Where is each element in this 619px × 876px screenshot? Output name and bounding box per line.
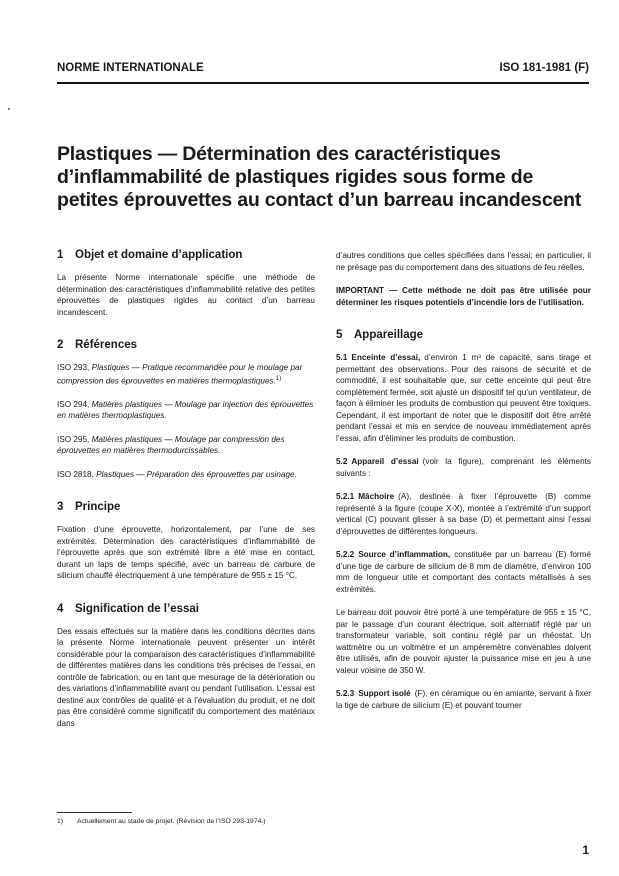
header-standard-type: NORME INTERNATIONALE: [57, 62, 204, 74]
header-standard-number: ISO 181-1981 (F): [499, 62, 589, 74]
clause-5-2-1: 5.2.1 Mâchoire (A), destinée à fixer l’éprouvette (B) comme représenté à la figure (coupe X-X), montée à l’extrémité d’un support vertical (C) pouvant glisser à sa base (D) et permettant ainsi l’essai d’éprouvettes de différentes longueurs.: [336, 492, 591, 536]
clause-5-2-3: 5.2.3 Support isolé (F), en céramique ou en amiante, servant à fixer la tige de carbure de silicium (E) et pouvant tourner: [336, 689, 592, 710]
section-3: [57, 500, 315, 582]
left-column: [57, 248, 315, 749]
page-number: 1: [582, 843, 589, 857]
section-1: [57, 248, 315, 318]
header-rule: [57, 82, 589, 84]
reference-item: ISO 2818, Plastiques — Préparation des éprouvettes par usinage.: [57, 469, 297, 479]
clause-5-2: 5.2 Appareil d’essai (voir la figure), comprenant les éléments suivants :: [336, 457, 591, 478]
scan-speck: [8, 108, 10, 110]
clause-5-1: 5.1 Enceinte d’essai, d’environ 1 m³ de capacité, sans tirage et permettant des observations. Pour des raisons de sécurité et de commodité, il est souhaitable que, sur cette enceinte qui peut être complètement fermée, soit ajusté un dispositif tel qu’un ventilateur, de façon à éliminer les produits de combustion qui peuvent être toxiques. Cependant, il est important de noter que le dispositif doit être arrêté pendant l’essai et mis en service de nouveau immédiatement après l’essai, afin d’éliminer les produits de combustion.: [336, 353, 591, 443]
section-2: [57, 338, 315, 480]
important-notice: IMPORTANT — Cette méthode ne doit pas être utilisée pour déterminer les risques potentiels d’incendie lors de l’utilisation.: [336, 286, 591, 307]
reference-item: ISO 293, Plastiques — Pratique recommandée pour le moulage par compression des éprouvettes en matières thermoplastiques.$^{1)}$: [57, 363, 303, 386]
reference-item: ISO 295, Matières plastiques — Moulage par compression des éprouvettes en matières thermodurcissables.: [57, 434, 285, 456]
footnote: 1) Actuellement au stade de projet. (Révision de l’ISO 293-1974.): [57, 818, 266, 825]
section-text: Des essais effectués sur la matière dans les conditions décrites dans la présente Norme internationale peuvent présenter un intérêt considérable pour la comparaison des caractéristiques d’inflammabilité de différentes matières dans les conditions très précises de l’essai, en contrôle de fabrication, ou en tant que mesurage de la détérioration ou des variations d’inflammabilité avant ou pendant l’utilisation. L’essai est destiné aux contrôles de qualité et à l’évaluation du produit, et ne doit pas être considéré comme significatif du comportement des matériaux dans: [57, 626, 315, 728]
page-header: [57, 62, 589, 82]
section-4: [57, 602, 315, 730]
section-heading: 1 Objet et domaine d’application: [57, 249, 243, 261]
reference-item: ISO 294, Matières plastiques — Moulage par injection des éprouvettes en matières thermoplastiques.: [57, 399, 314, 421]
section-heading: 3 Principe: [57, 501, 121, 514]
section-heading: 2 Références: [57, 339, 138, 351]
clause-5-2-2: 5.2.2 Source d’inflammation, constituée par un barreau (E) formé d’une tige de carbure de silicium de 8 mm de diamètre, d’environ 100 mm de longueur utile et comportant des contacts métallisés à ses extrémités.: [336, 550, 592, 594]
section-heading: 4 Signification de l’essai: [57, 602, 199, 615]
section-text: Fixation d’une éprouvette, horizontalement, par l’une de ses extrémités. Détermination des caractéristiques d’inflammabilité de l’éprouvette après que son extrémité libre a été mise en contact, durant un laps de temps spécifié, avec un barreau de carbure de silicium chauffé électriquement à une température de 955 ± 15 °C.: [57, 525, 315, 581]
document-title: Plastiques — Détermination des caractéristiques d’inflammabilité de plastiques rigides sous forme de petites éprouvettes au contact d’un barreau incandescent: [57, 143, 582, 211]
continued-text: d’autres conditions que celles spécifiées dans l’essai; en particulier, il ne présage pas du comportement dans des situations de feu réelles.: [336, 251, 591, 272]
right-column: [336, 250, 591, 723]
section-text: La présente Norme internationale spécifie une méthode de détermination des caractéristiques d’inflammabilité relative des petites éprouvettes de plastiques rigides au contact d’un barreau incandescent.: [57, 273, 315, 317]
footnote-rule: [57, 812, 132, 813]
clause-5-2-2-continued: Le barreau doit pouvoir être porté à une température de 955 ± 15 °C, par le passage d’un courant électrique, soit alternatif réglé par un transformateur variable, soit continu réglé par un rhéostat. Un wattmètre ou un voltmètre et un ampèremètre convenables doivent être utilisés, afin de pouvoir ajuster la puissance mise en jeu à une valeur voisine de 350 W.: [336, 608, 591, 675]
section-heading: 5 Appareillage: [336, 329, 424, 341]
